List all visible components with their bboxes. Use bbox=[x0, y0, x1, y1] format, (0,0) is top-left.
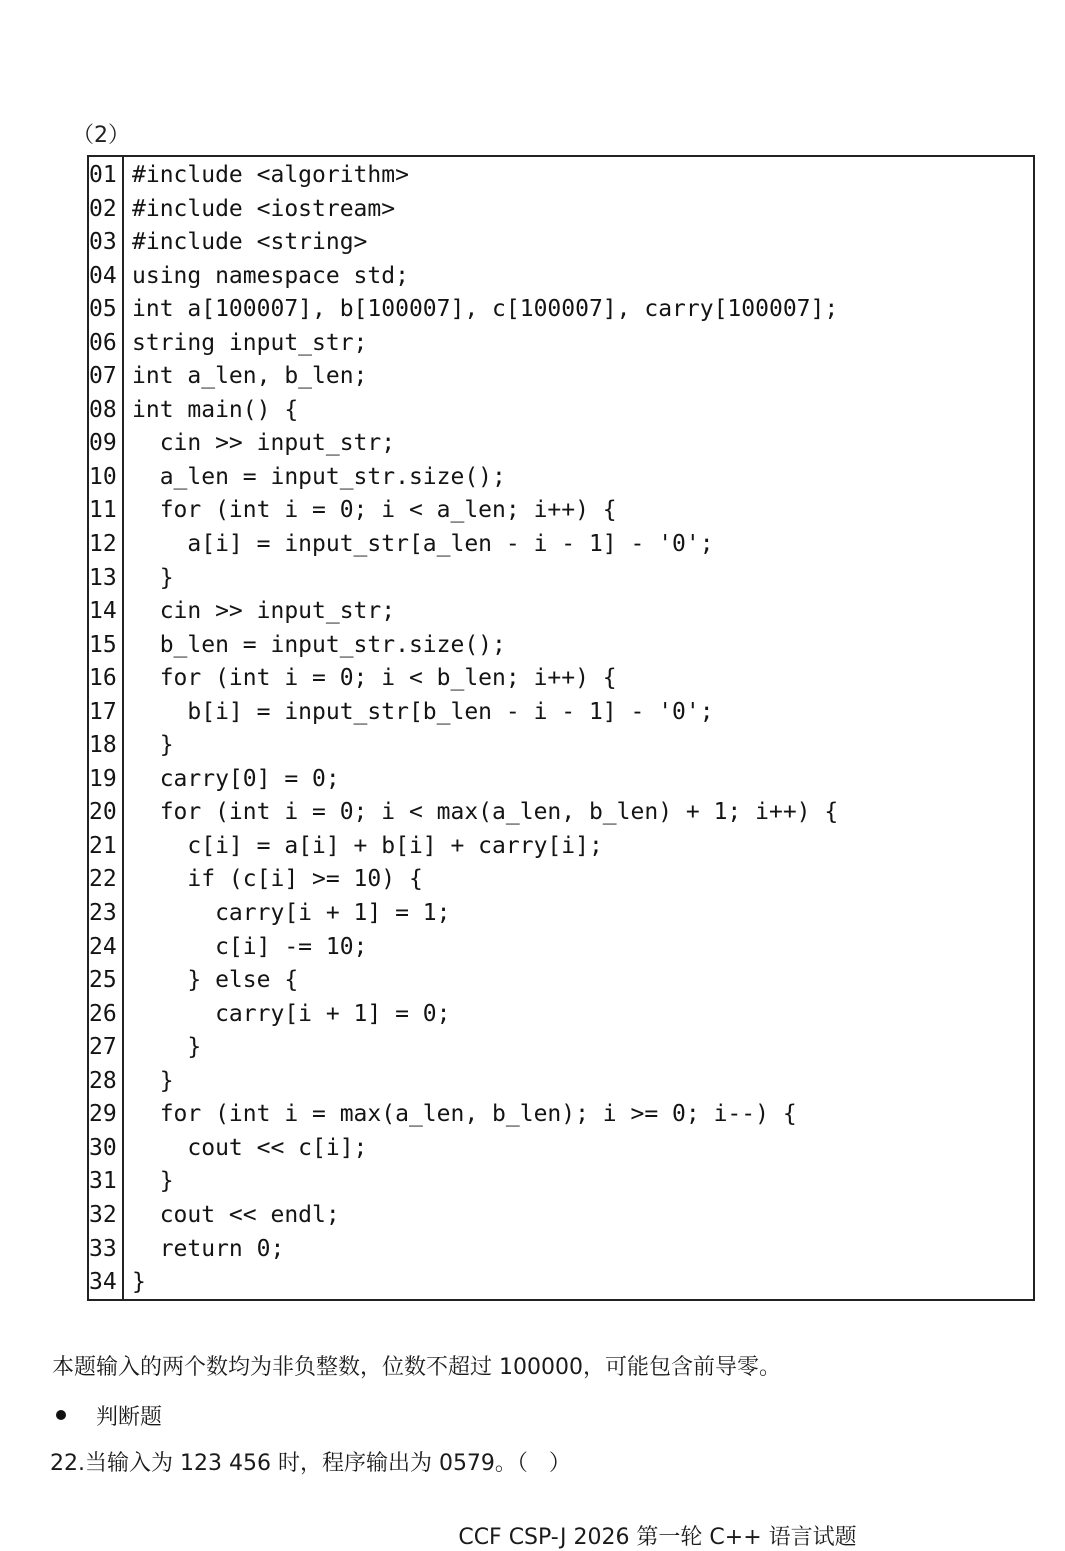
code-text: #include <algorithm> bbox=[132, 162, 409, 188]
line-number: 13 bbox=[89, 564, 117, 591]
code-text: carry[i + 1] = 1; bbox=[132, 900, 451, 927]
code-line bbox=[88, 964, 299, 998]
code-line bbox=[88, 1266, 146, 1300]
code-line bbox=[88, 260, 409, 294]
code-line bbox=[88, 427, 396, 461]
code-text: for (int i = 0; i < b_len; i++) { bbox=[132, 665, 617, 692]
line-number: 29 bbox=[89, 1101, 117, 1128]
code-line bbox=[88, 729, 174, 763]
code-line bbox=[88, 897, 451, 931]
code-text: int main() { bbox=[132, 396, 299, 423]
code-line bbox=[88, 293, 839, 327]
code-line bbox=[88, 595, 396, 629]
bullet-icon bbox=[56, 1410, 66, 1420]
code-line bbox=[88, 1233, 285, 1267]
code-text: b_len = input_str.size(); bbox=[132, 631, 506, 658]
line-number: 16 bbox=[89, 665, 117, 692]
code-text: #include <iostream> bbox=[132, 195, 396, 222]
code-text: } bbox=[132, 1269, 146, 1296]
line-number: 23 bbox=[89, 900, 117, 927]
page-footer bbox=[0, 1520, 1065, 1551]
code-text: for (int i = max(a_len, b_len); i >= 0; i--) { bbox=[132, 1101, 797, 1128]
code-text: b[i] = input_str[b_len - i - 1] - '0'; bbox=[132, 698, 714, 725]
line-number: 07 bbox=[89, 363, 117, 390]
line-number: 21 bbox=[89, 832, 117, 859]
code-line bbox=[88, 394, 299, 428]
code-listing bbox=[88, 159, 839, 1300]
problem-note: 本题输入的两个数均为非负整数，位数不超过 100000，可能包含前导零。 bbox=[52, 1355, 781, 1380]
code-text: cin >> input_str; bbox=[132, 598, 396, 625]
code-text: for (int i = 0; i < a_len; i++) { bbox=[132, 497, 617, 524]
code-line bbox=[88, 763, 340, 797]
code-line bbox=[88, 1031, 202, 1065]
footer-text: CCF CSP-J 2026 第一轮 C++ 语言试题 bbox=[458, 1525, 857, 1550]
line-number: 22 bbox=[89, 866, 117, 893]
line-number: 15 bbox=[89, 631, 117, 658]
line-number: 02 bbox=[89, 195, 117, 222]
code-line bbox=[88, 1098, 797, 1132]
code-line bbox=[88, 193, 396, 227]
code-line bbox=[88, 662, 617, 696]
line-number: 25 bbox=[89, 967, 117, 994]
line-number: 06 bbox=[89, 329, 117, 356]
line-number: 03 bbox=[89, 229, 117, 256]
code-text: int a_len, b_len; bbox=[132, 363, 368, 390]
line-number: 01 bbox=[89, 162, 117, 188]
line-number: 12 bbox=[89, 531, 117, 558]
line-number: 19 bbox=[89, 765, 117, 792]
code-text: carry[i + 1] = 0; bbox=[132, 1000, 451, 1027]
code-line bbox=[88, 1199, 340, 1233]
line-number: 14 bbox=[89, 598, 117, 625]
code-text: } bbox=[132, 1067, 174, 1094]
line-number: 10 bbox=[89, 463, 117, 490]
line-number: 04 bbox=[89, 262, 117, 289]
code-line bbox=[88, 494, 617, 528]
section-heading-judgement bbox=[52, 1400, 162, 1431]
code-text: cout << c[i]; bbox=[132, 1134, 368, 1161]
line-number: 26 bbox=[89, 1000, 117, 1027]
code-text: a_len = input_str.size(); bbox=[132, 463, 506, 490]
section-heading-label: 判断题 bbox=[96, 1405, 163, 1430]
line-number: 05 bbox=[89, 296, 117, 323]
code-line bbox=[88, 863, 423, 897]
code-text: using namespace std; bbox=[132, 262, 409, 289]
code-line bbox=[88, 159, 409, 193]
code-line bbox=[88, 528, 714, 562]
code-text: cin >> input_str; bbox=[132, 430, 396, 457]
code-text: for (int i = 0; i < max(a_len, b_len) + 1; i++) { bbox=[132, 799, 839, 826]
code-line bbox=[88, 562, 174, 596]
line-number: 32 bbox=[89, 1201, 117, 1228]
line-number: 31 bbox=[89, 1168, 117, 1195]
code-text: a[i] = input_str[a_len - i - 1] - '0'; bbox=[132, 531, 714, 558]
line-number: 11 bbox=[89, 497, 117, 524]
line-number: 28 bbox=[89, 1067, 117, 1094]
code-line bbox=[88, 696, 714, 730]
code-line bbox=[88, 998, 451, 1032]
line-number: 09 bbox=[89, 430, 117, 457]
code-line bbox=[88, 461, 506, 495]
code-text: #include <string> bbox=[132, 229, 368, 256]
code-line bbox=[88, 1132, 368, 1166]
line-number: 08 bbox=[89, 396, 117, 423]
line-number: 34 bbox=[89, 1269, 117, 1296]
code-line bbox=[88, 1165, 174, 1199]
code-line bbox=[88, 226, 368, 260]
code-text: return 0; bbox=[132, 1235, 285, 1262]
line-number: 33 bbox=[89, 1235, 117, 1262]
code-line bbox=[88, 796, 839, 830]
code-text: cout << endl; bbox=[132, 1201, 340, 1228]
code-text: int a[100007], b[100007], c[100007], carry[100007]; bbox=[132, 296, 839, 323]
code-text: c[i] = a[i] + b[i] + carry[i]; bbox=[132, 832, 603, 859]
line-number: 18 bbox=[89, 732, 117, 759]
section-label: （2） bbox=[72, 123, 130, 148]
code-text: } bbox=[132, 1034, 202, 1061]
code-text: } else { bbox=[132, 967, 299, 994]
code-line bbox=[88, 360, 368, 394]
line-number: 17 bbox=[89, 698, 117, 725]
code-line bbox=[88, 629, 506, 663]
code-line bbox=[88, 1065, 174, 1099]
code-line bbox=[88, 830, 603, 864]
line-number: 24 bbox=[89, 933, 117, 960]
code-line bbox=[88, 931, 368, 965]
code-text: } bbox=[132, 732, 174, 759]
code-text: } bbox=[132, 564, 174, 591]
line-number: 20 bbox=[89, 799, 117, 826]
line-number: 27 bbox=[89, 1034, 117, 1061]
code-line bbox=[88, 327, 368, 361]
code-text: string input_str; bbox=[132, 329, 368, 356]
code-text: carry[0] = 0; bbox=[132, 765, 340, 792]
code-text: c[i] -= 10; bbox=[132, 933, 368, 960]
line-number: 30 bbox=[89, 1134, 117, 1161]
code-text: } bbox=[132, 1168, 174, 1195]
code-text: if (c[i] >= 10) { bbox=[132, 866, 423, 893]
question-22: 22.当输入为 123 456 时，程序输出为 0579。（ ） bbox=[50, 1451, 571, 1476]
